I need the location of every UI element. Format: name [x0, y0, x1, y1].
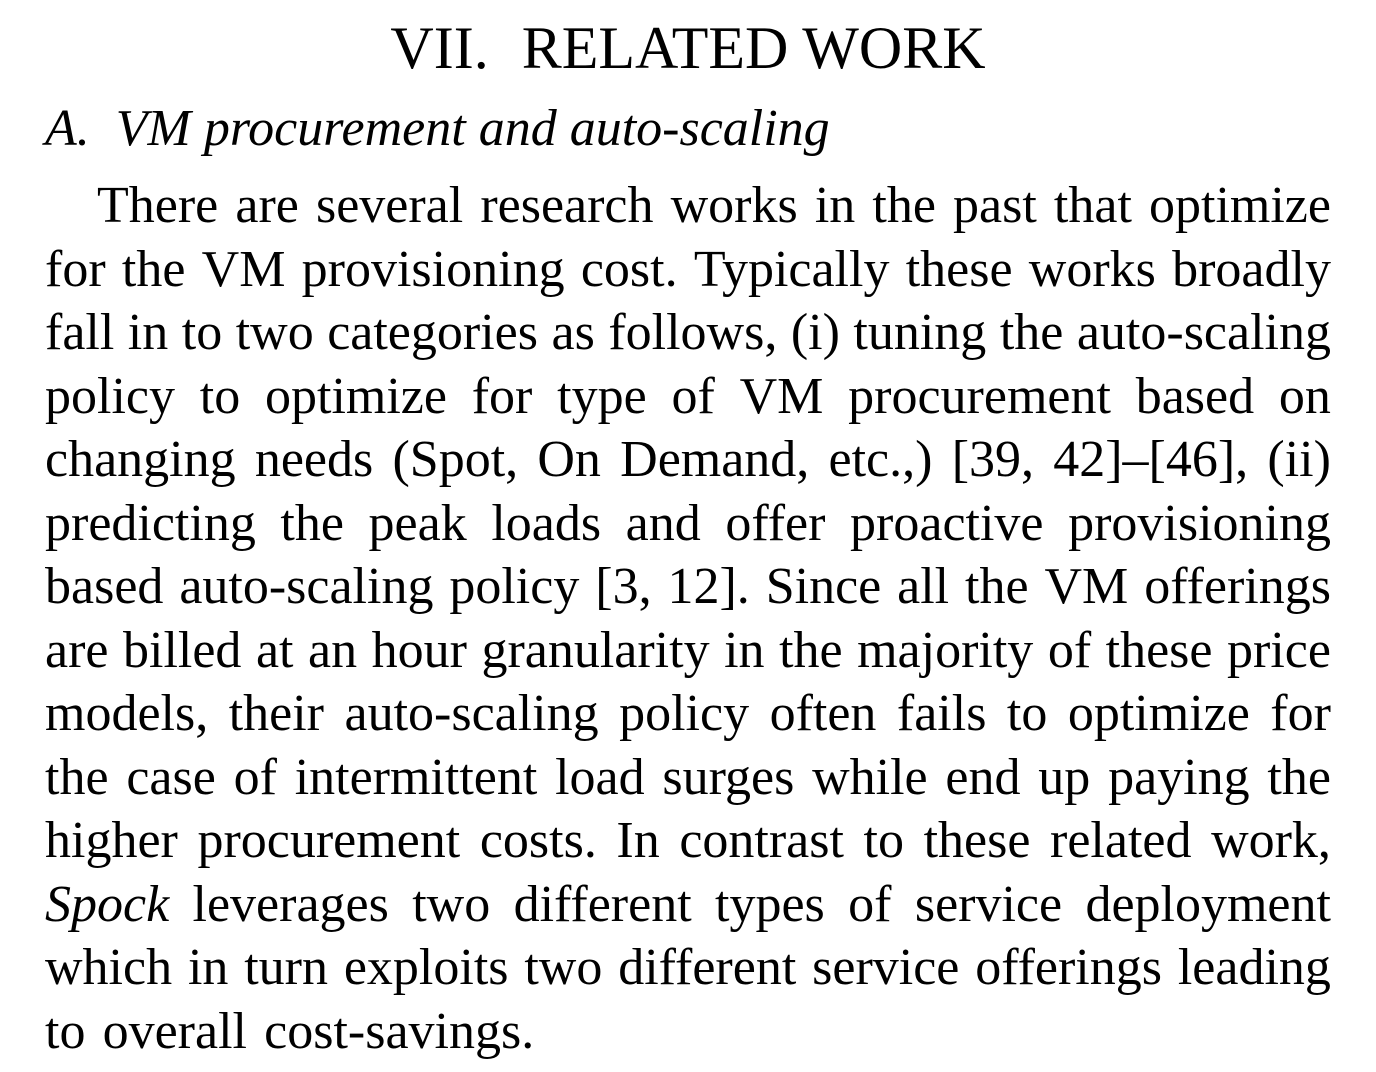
- text-line: [45, 238, 1331, 302]
- word: procurement: [197, 812, 461, 869]
- word: offer: [725, 494, 826, 552]
- word: In: [616, 812, 660, 869]
- word: an: [307, 621, 358, 679]
- word: turn: [244, 939, 328, 996]
- word: offerings: [975, 939, 1162, 996]
- word: research: [480, 177, 654, 234]
- word: works: [670, 177, 798, 234]
- word: VM: [739, 367, 824, 425]
- word: work,: [1211, 812, 1331, 869]
- word: the: [1267, 748, 1331, 806]
- section-number: VII.: [390, 15, 489, 81]
- word: On: [537, 431, 601, 488]
- word: end: [945, 748, 1021, 806]
- word: exploits: [343, 939, 509, 996]
- word: Since: [765, 558, 882, 615]
- word: in: [814, 177, 856, 234]
- word: etc.,): [828, 431, 933, 488]
- word: the: [965, 558, 1029, 615]
- word: for: [45, 240, 106, 298]
- text-line: [45, 809, 1331, 873]
- word: different: [618, 939, 797, 996]
- text-line: [45, 492, 1331, 556]
- subsection-heading: [45, 97, 1331, 160]
- text-line: to overall cost-savings.: [45, 1002, 535, 1060]
- word: load: [555, 748, 645, 806]
- word: models,: [45, 685, 209, 742]
- word: service: [812, 939, 960, 996]
- word: billed: [123, 621, 242, 679]
- word: case: [126, 748, 216, 806]
- word: of: [848, 875, 892, 933]
- word: as: [551, 304, 595, 361]
- word: deployment: [1085, 875, 1331, 933]
- word: leverages: [192, 875, 389, 933]
- word: the: [45, 748, 109, 806]
- word: policy: [45, 367, 175, 425]
- word: up: [1038, 748, 1091, 806]
- word: price: [1227, 621, 1331, 679]
- word: the: [121, 240, 186, 298]
- text-line: [45, 428, 1331, 492]
- word: optimize: [1067, 685, 1250, 742]
- word: the: [779, 621, 843, 679]
- word: paying: [1108, 748, 1250, 806]
- word: hour: [371, 621, 467, 679]
- word: follows,: [608, 304, 778, 361]
- word: to: [1006, 685, 1048, 742]
- word: VM: [1044, 558, 1129, 615]
- word: There: [97, 177, 219, 234]
- word: are: [45, 621, 109, 679]
- word: are: [235, 177, 299, 234]
- word: several: [315, 177, 464, 234]
- word: based: [45, 558, 164, 615]
- word: (ii): [1267, 431, 1331, 488]
- word: auto-scaling: [1076, 304, 1331, 361]
- text-line: [45, 365, 1331, 429]
- word: offerings: [1144, 558, 1331, 615]
- word: granularity: [481, 621, 710, 679]
- word: these: [905, 240, 1013, 298]
- word: fails: [896, 685, 987, 742]
- word: to: [863, 812, 904, 869]
- word: works: [1028, 240, 1156, 298]
- word: the: [872, 177, 936, 234]
- word: categories: [327, 304, 538, 361]
- word: [39,: [951, 431, 1035, 488]
- text-line: [45, 873, 1331, 937]
- word: 12].: [667, 558, 750, 615]
- word: provisioning: [301, 240, 565, 298]
- word: in: [724, 621, 765, 679]
- word: (Spot,: [392, 431, 519, 488]
- section-heading: [45, 16, 1331, 80]
- word: Demand,: [620, 431, 810, 488]
- word: of: [1047, 621, 1092, 679]
- word: proactive: [850, 494, 1044, 552]
- word: policy: [449, 558, 580, 615]
- text-line: [45, 746, 1331, 810]
- word: VM: [201, 240, 286, 298]
- word: auto-scaling: [344, 685, 599, 742]
- word: for: [1270, 685, 1331, 742]
- word: that: [1053, 177, 1132, 234]
- word: predicting: [45, 494, 256, 552]
- word: these: [923, 812, 1031, 869]
- word: 42]–[46],: [1053, 431, 1249, 488]
- word: on: [1278, 367, 1331, 425]
- word: these: [1105, 621, 1213, 679]
- word: majority: [857, 621, 1034, 679]
- word: past: [953, 177, 1037, 234]
- word: optimize: [265, 367, 447, 425]
- spock-emphasis: Spock: [45, 875, 170, 933]
- word: based: [1135, 367, 1255, 425]
- text-line: [45, 301, 1331, 365]
- word: their: [228, 685, 324, 742]
- word: the: [999, 304, 1064, 361]
- section-title: RELATED WORK: [521, 15, 986, 81]
- word: related: [1050, 812, 1192, 869]
- word: type: [557, 367, 647, 425]
- text-line: [45, 936, 1331, 1000]
- word: of: [671, 367, 715, 425]
- word: in: [187, 939, 229, 996]
- word: fall: [45, 304, 115, 361]
- word: all: [897, 558, 950, 615]
- word: two: [524, 939, 603, 996]
- word: cost.: [580, 240, 678, 298]
- word: auto-scaling: [179, 558, 434, 615]
- word: Typically: [693, 240, 890, 298]
- word: optimize: [1149, 177, 1331, 234]
- word: needs: [254, 431, 374, 488]
- word: broadly: [1172, 240, 1331, 298]
- word: higher: [45, 812, 178, 869]
- word: two: [412, 875, 491, 933]
- word: [3,: [595, 558, 652, 615]
- word: provisioning: [1068, 494, 1331, 552]
- subsection-number: A.: [45, 100, 90, 157]
- word: different: [513, 875, 692, 933]
- word: tuning: [853, 304, 987, 361]
- word: which: [45, 939, 173, 996]
- word: two: [235, 304, 314, 361]
- word: for: [471, 367, 533, 425]
- word: changing: [45, 431, 236, 488]
- word: in: [127, 304, 169, 361]
- word: and: [625, 494, 701, 552]
- word: costs.: [479, 812, 597, 869]
- word: to: [181, 304, 223, 361]
- word: peak: [368, 494, 467, 552]
- word: service: [914, 875, 1063, 933]
- word: (i): [790, 304, 840, 361]
- text-line: [45, 682, 1331, 746]
- word: leading: [1177, 939, 1331, 996]
- text-line: [45, 619, 1331, 683]
- word: types: [715, 875, 825, 933]
- word: often: [769, 685, 877, 742]
- word: the: [280, 494, 344, 552]
- word: to: [199, 367, 241, 425]
- word: while: [812, 748, 928, 806]
- word: surges: [662, 748, 795, 806]
- word: contrast: [679, 812, 844, 869]
- word: loads: [491, 494, 602, 552]
- word: at: [255, 621, 294, 679]
- body-paragraph: [45, 174, 1331, 1063]
- text-line: [45, 555, 1331, 619]
- word: of: [233, 748, 277, 806]
- text-line: [45, 174, 1331, 238]
- word: intermittent: [294, 748, 538, 806]
- word: procurement: [848, 367, 1111, 425]
- word: policy: [619, 685, 750, 742]
- subsection-title: VM procurement and auto-scaling: [115, 100, 830, 157]
